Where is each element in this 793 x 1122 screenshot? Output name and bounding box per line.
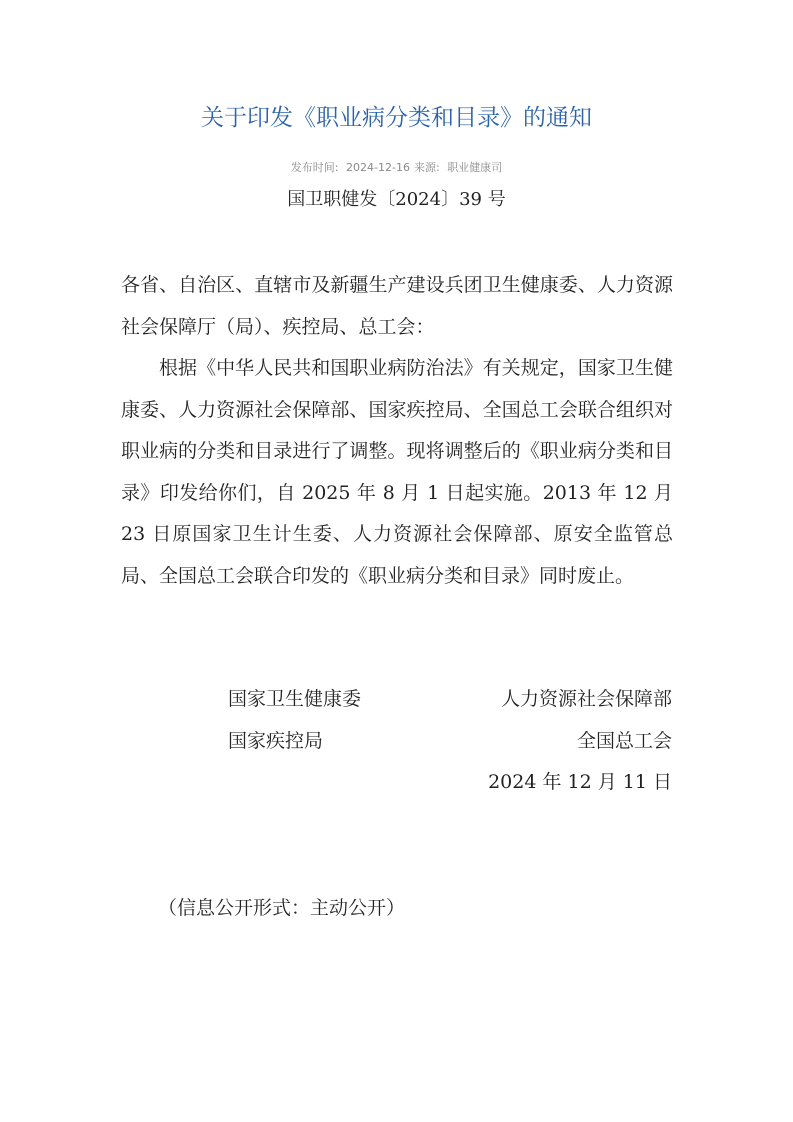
main-paragraph: 根据《中华人民共和国职业病防治法》有关规定，国家卫生健康委、人力资源社会保障部、国家疾控局、全国总工会联合组织对职业病的分类和目录进行了调整。现将调整后的《职业病分类和目录》印发给你们，自 2025 年 8 月 1 日起实施。2013 年 12 月 23 日原国家卫生计生委、人力资源社会保障部、原安全监管总局、全国总工会联合印发的《职业病分类和目录》同时废止。 bbox=[121, 357, 673, 587]
addressee: 各省、自治区、直辖市及新疆生产建设兵团卫生健康委、人力资源社会保障厅（局）、疾控局、总工会： bbox=[121, 274, 673, 338]
publish-time-label: 发布时间: bbox=[290, 161, 339, 174]
signatory-mohrss: 人力资源社会保障部 bbox=[500, 688, 672, 710]
disclosure-note: （信息公开形式：主动公开） bbox=[158, 897, 406, 919]
signatory-nhc: 国家卫生健康委 bbox=[228, 688, 362, 710]
source-label: 来源: bbox=[413, 161, 440, 174]
publish-date: 2024-12-16 bbox=[346, 161, 410, 174]
signatory-acftu: 全国总工会 bbox=[576, 730, 672, 752]
signatory-ndcpa: 国家疾控局 bbox=[228, 730, 324, 752]
document-number: 国卫职健发〔2024〕39 号 bbox=[287, 189, 506, 210]
signing-date: 2024 年 12 月 11 日 bbox=[488, 771, 672, 793]
publish-meta bbox=[0, 159, 793, 177]
page-title: 关于印发《职业病分类和目录》的通知 bbox=[201, 105, 592, 131]
source-name: 职业健康司 bbox=[447, 161, 503, 174]
